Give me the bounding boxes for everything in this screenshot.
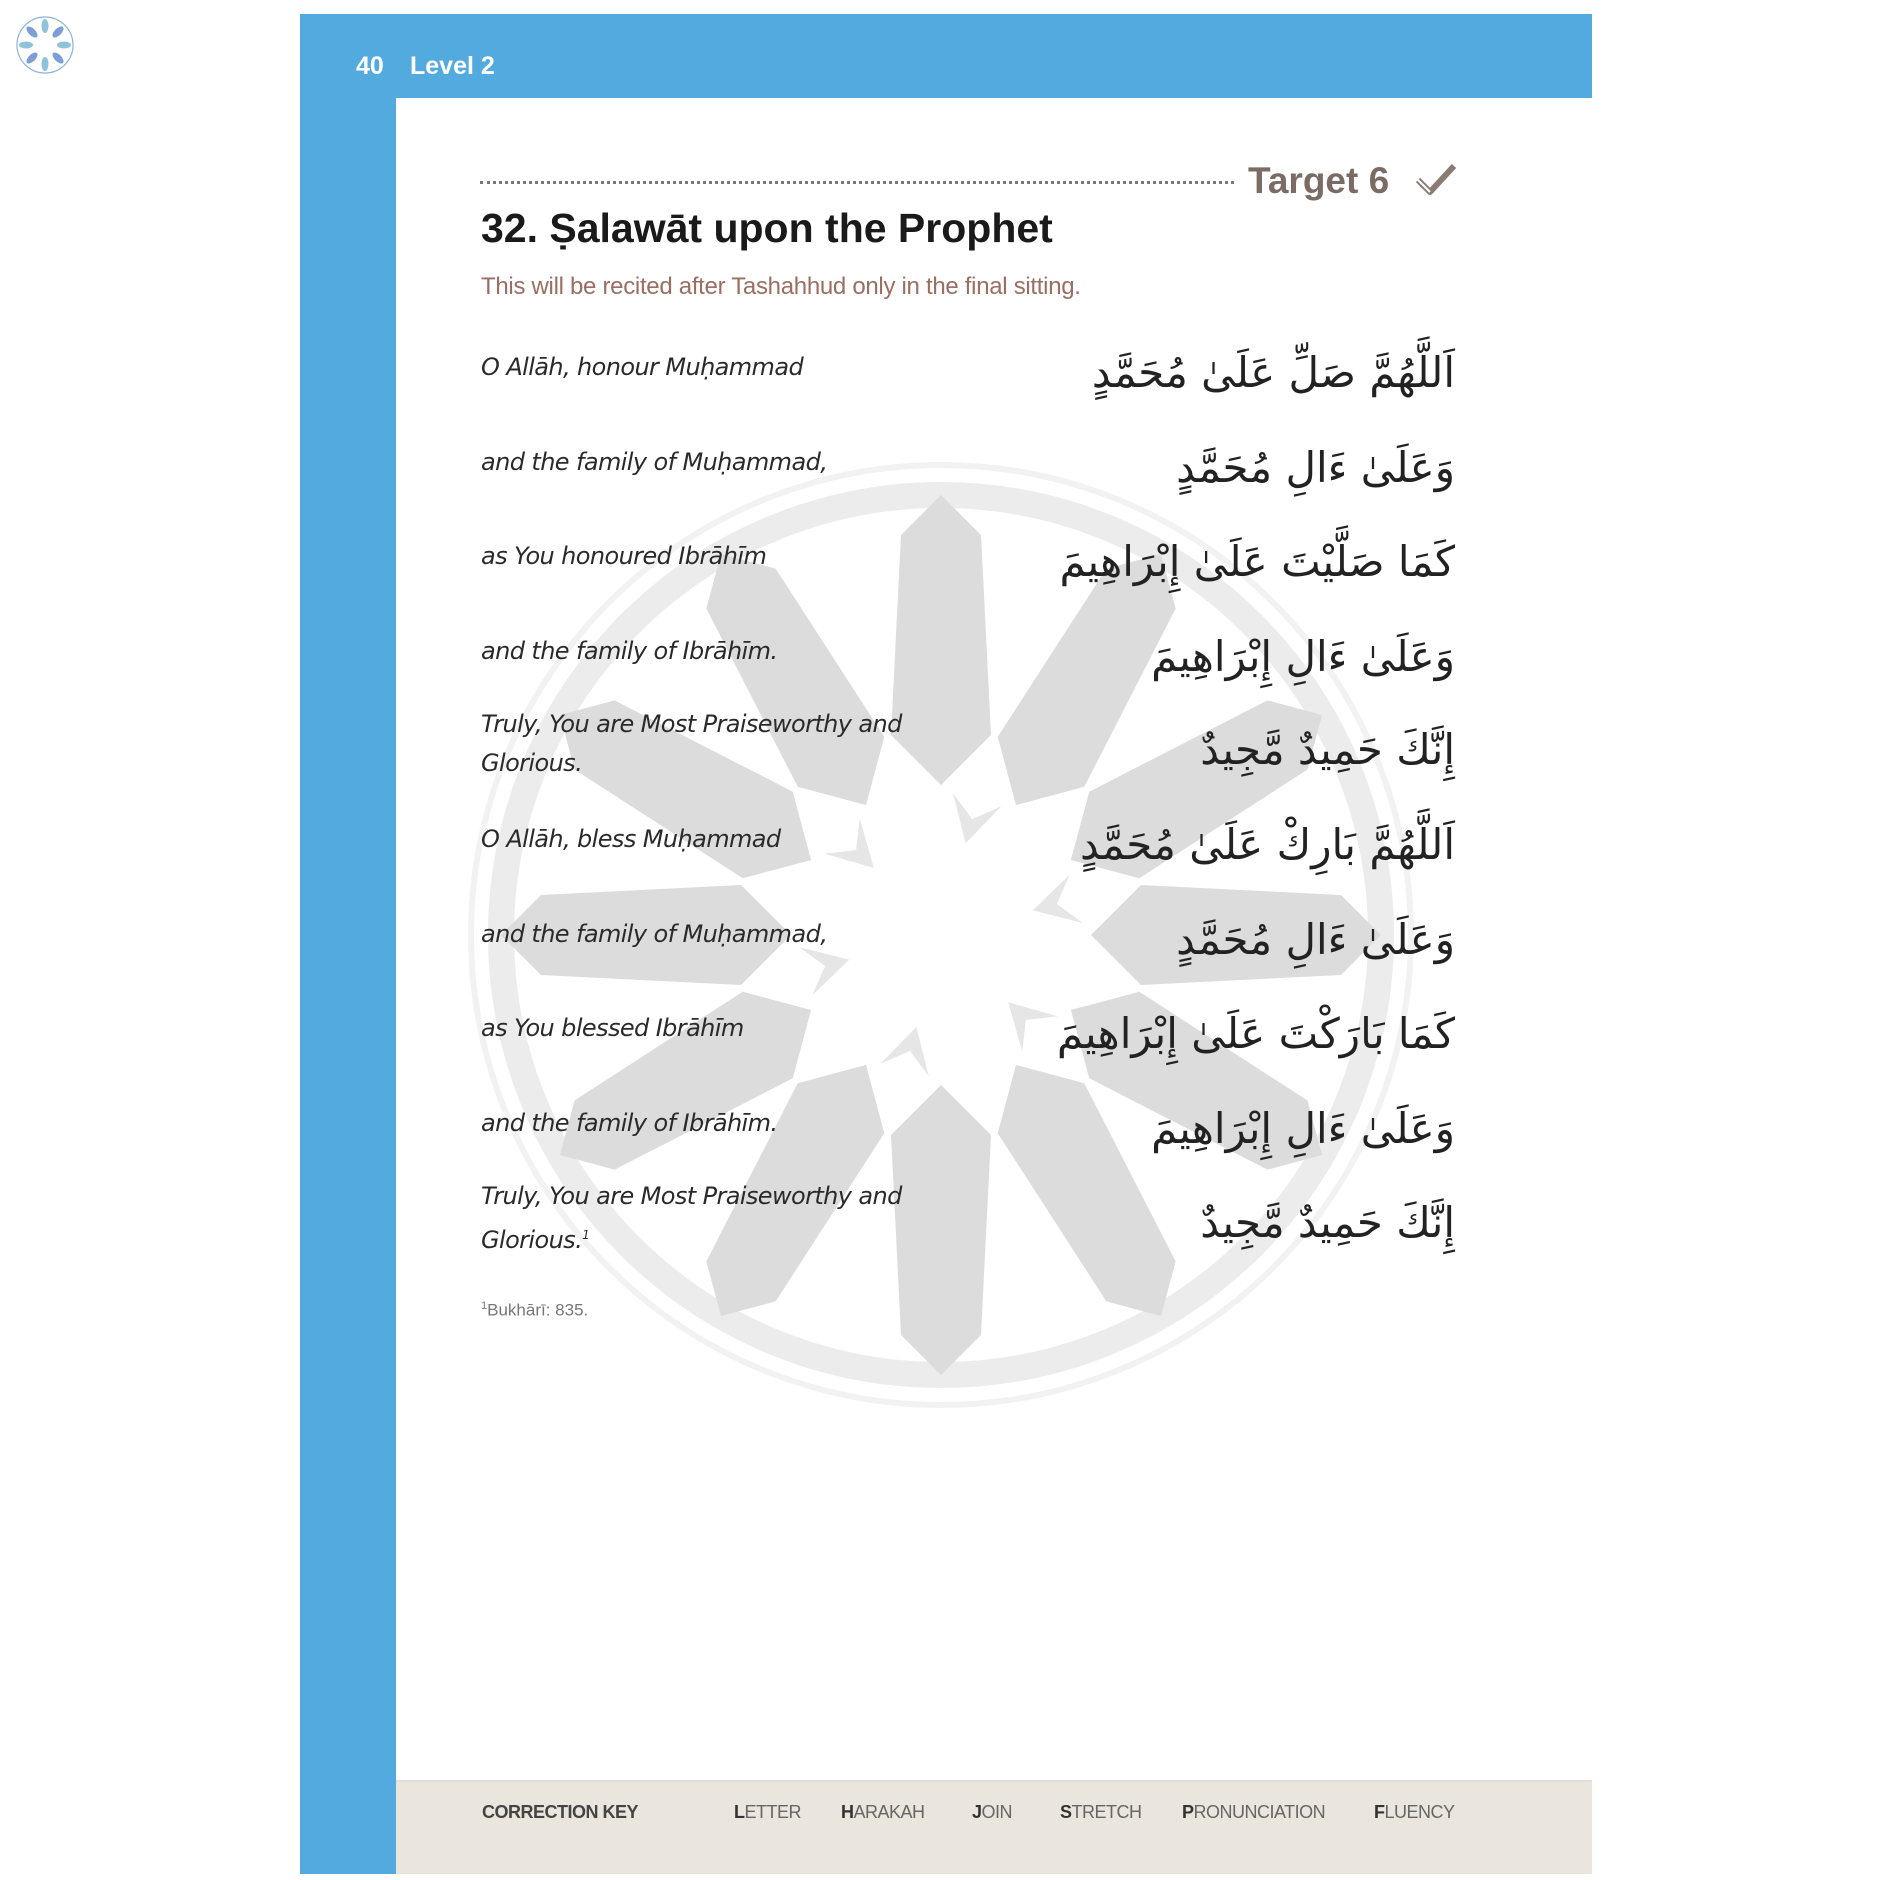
translation-line: and the family of Ibrāhīm. bbox=[481, 637, 778, 665]
page-side-band bbox=[300, 14, 396, 1874]
arabic-line: وَعَلَىٰ ءَالِ مُحَمَّدٍ bbox=[1176, 915, 1455, 964]
checkmark-icon bbox=[1414, 160, 1458, 200]
arabic-line: كَمَا بَارَكْتَ عَلَىٰ إِبْرَاهِيمَ bbox=[1056, 1009, 1455, 1058]
page-number: 40 bbox=[356, 52, 384, 80]
arabic-line: اَللَّهُمَّ بَارِكْ عَلَىٰ مُحَمَّدٍ bbox=[1079, 820, 1455, 869]
key-pronunciation: PRONUNCIATION bbox=[1182, 1802, 1326, 1822]
arabic-line: إِنَّكَ حَمِيدٌ مَّجِيدٌ bbox=[1200, 725, 1455, 774]
translation-line bbox=[481, 1177, 981, 1260]
translation-line: and the family of Muḥammad, bbox=[481, 448, 828, 476]
translation-line: Truly, You are Most Praiseworthy and Glorious. bbox=[481, 710, 902, 777]
translation-line: O Allāh, bless Muḥammad bbox=[481, 825, 781, 853]
correction-key-label: CORRECTION KEY bbox=[482, 1802, 639, 1822]
translation-line: O Allāh, honour Muḥammad bbox=[481, 353, 804, 381]
logo-icon bbox=[14, 14, 76, 76]
translation-line: and the family of Muḥammad, bbox=[481, 920, 828, 948]
arabic-line: اَللَّهُمَّ صَلِّ عَلَىٰ مُحَمَّدٍ bbox=[1091, 348, 1455, 397]
footnote-text: Bukhārī: 835. bbox=[487, 1300, 589, 1320]
footnote-marker: 1 bbox=[582, 1228, 590, 1242]
translation-line: as You honoured Ibrāhīm bbox=[481, 542, 767, 570]
key-join: JOIN bbox=[972, 1802, 1013, 1822]
target-label: Target 6 bbox=[1248, 160, 1390, 201]
section-subtitle: This will be recited after Tashahhud only in the final sitting. bbox=[481, 273, 1081, 300]
arabic-line: وَعَلَىٰ ءَالِ مُحَمَّدٍ bbox=[1176, 443, 1455, 492]
arabic-line: وَعَلَىٰ ءَالِ إِبْرَاهِيمَ bbox=[1151, 632, 1455, 681]
translation-line: and the family of Ibrāhīm. bbox=[481, 1109, 778, 1137]
dotted-divider bbox=[480, 181, 1234, 184]
translation-line: as You blessed Ibrāhīm bbox=[481, 1014, 744, 1042]
footnote bbox=[481, 1300, 588, 1321]
key-letter: LETTER bbox=[734, 1802, 802, 1822]
key-stretch: STRETCH bbox=[1060, 1802, 1142, 1822]
arabic-line: إِنَّكَ حَمِيدٌ مَّجِيدٌ bbox=[1200, 1198, 1455, 1247]
key-fluency: FLUENCY bbox=[1374, 1802, 1455, 1822]
translation-text: Truly, You are Most Praiseworthy and Glorious. bbox=[481, 1182, 902, 1254]
key-harakah: HARAKAH bbox=[841, 1802, 925, 1822]
arabic-line: كَمَا صَلَّيْتَ عَلَىٰ إِبْرَاهِيمَ bbox=[1059, 537, 1455, 586]
arabic-line: وَعَلَىٰ ءَالِ إِبْرَاهِيمَ bbox=[1151, 1104, 1455, 1153]
section-title: 32. Ṣalawāt upon the Prophet bbox=[481, 205, 1053, 251]
level-label: Level 2 bbox=[410, 52, 495, 80]
correction-key-bar bbox=[396, 1780, 1592, 1874]
footnote-number: 1 bbox=[481, 1300, 488, 1312]
